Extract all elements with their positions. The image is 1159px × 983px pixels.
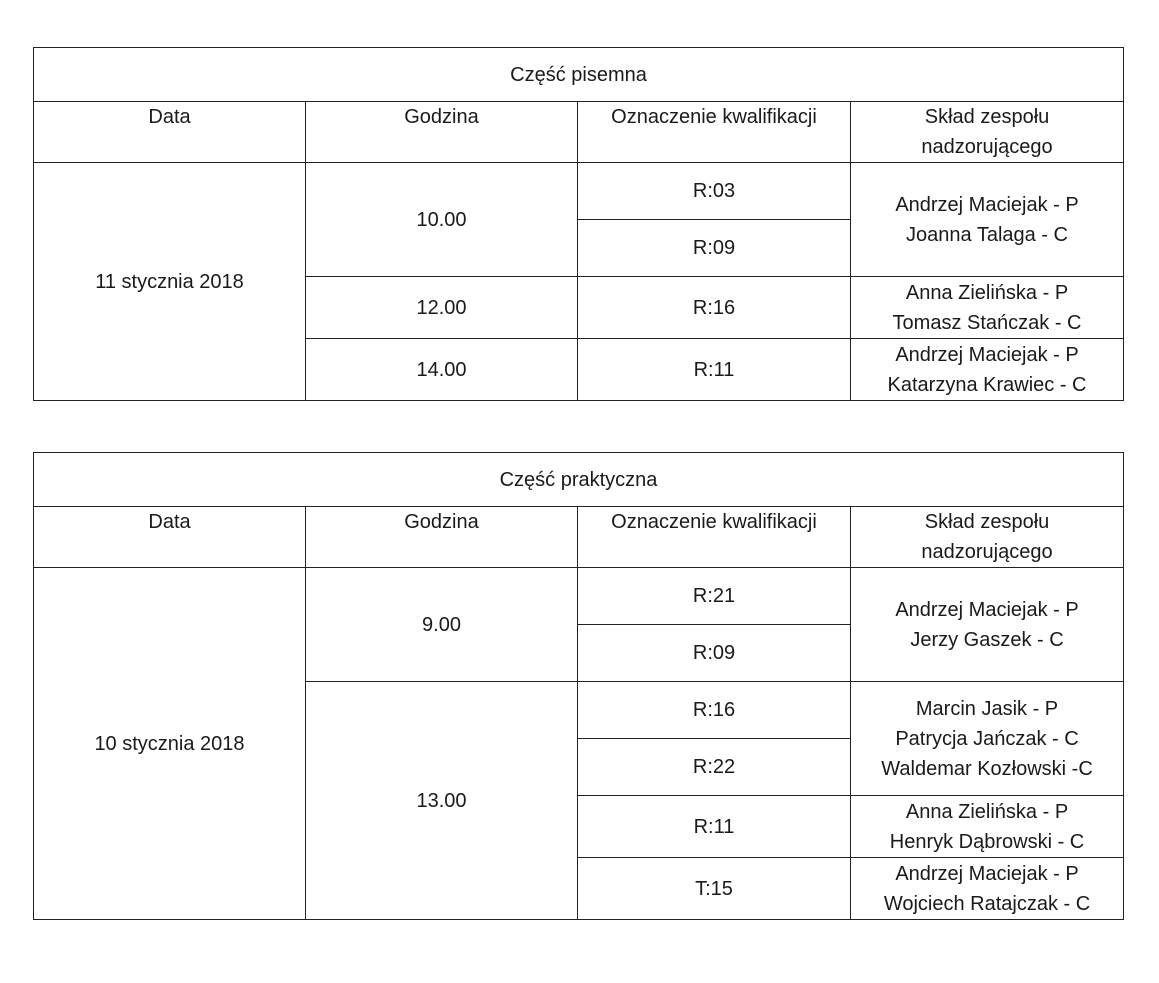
header-time: Godzina (306, 507, 578, 568)
team-member: Andrzej Maciejak - P (895, 598, 1079, 621)
header-team-line: nadzorującego (921, 136, 1053, 158)
team-member: Katarzyna Krawiec - C (887, 373, 1087, 396)
header-date: Data (34, 102, 306, 163)
team-cell (851, 682, 1124, 796)
team-cell (851, 163, 1124, 277)
header-qualification: Oznaczenie kwalifikacji (578, 102, 851, 163)
header-team-line: Skład zespołu (924, 106, 1050, 128)
written-exam-table (33, 47, 1124, 401)
team-member: Henryk Dąbrowski - C (889, 830, 1085, 853)
qualification-code: R:21 (578, 568, 851, 625)
table-title: Część praktyczna (34, 453, 1124, 507)
team-member: Anna Zielińska - P (905, 281, 1069, 304)
time-cell: 9.00 (306, 568, 578, 682)
qualification-code: R:22 (578, 739, 851, 796)
header-team-line: Skład zespołu (924, 511, 1050, 533)
team-member: Andrzej Maciejak - P (895, 862, 1079, 885)
team-member: Patrycja Jańczak - C (895, 727, 1079, 750)
table-title: Część pisemna (34, 48, 1124, 102)
team-member: Wojciech Ratajczak - C (883, 892, 1091, 915)
team-member: Andrzej Maciejak - P (895, 343, 1079, 366)
header-qualification: Oznaczenie kwalifikacji (578, 507, 851, 568)
team-cell (851, 796, 1124, 858)
header-team (851, 102, 1124, 163)
date-cell: 11 stycznia 2018 (34, 163, 306, 401)
team-member: Jerzy Gaszek - C (910, 628, 1064, 651)
team-cell (851, 568, 1124, 682)
header-time: Godzina (306, 102, 578, 163)
qualification-code: R:11 (578, 796, 851, 858)
team-member: Joanna Talaga - C (906, 223, 1068, 246)
qualification-code: R:03 (578, 163, 851, 220)
team-cell (851, 277, 1124, 339)
team-cell (851, 339, 1124, 401)
team-member: Anna Zielińska - P (905, 800, 1069, 823)
qualification-code: R:09 (578, 220, 851, 277)
header-team (851, 507, 1124, 568)
team-cell (851, 858, 1124, 920)
team-member: Andrzej Maciejak - P (895, 193, 1079, 216)
practical-exam-table (33, 452, 1124, 920)
time-cell: 13.00 (306, 682, 578, 920)
qualification-code: R:16 (578, 277, 851, 339)
team-member: Tomasz Stańczak - C (892, 311, 1082, 334)
header-team-line: nadzorującego (921, 541, 1053, 563)
team-member: Marcin Jasik - P (915, 697, 1059, 720)
time-cell: 10.00 (306, 163, 578, 277)
qualification-code: R:16 (578, 682, 851, 739)
qualification-code: T:15 (578, 858, 851, 920)
team-member: Waldemar Kozłowski -C (881, 757, 1093, 780)
qualification-code: R:09 (578, 625, 851, 682)
date-cell: 10 stycznia 2018 (34, 568, 306, 920)
header-date: Data (34, 507, 306, 568)
time-cell: 14.00 (306, 339, 578, 401)
time-cell: 12.00 (306, 277, 578, 339)
qualification-code: R:11 (578, 339, 851, 401)
